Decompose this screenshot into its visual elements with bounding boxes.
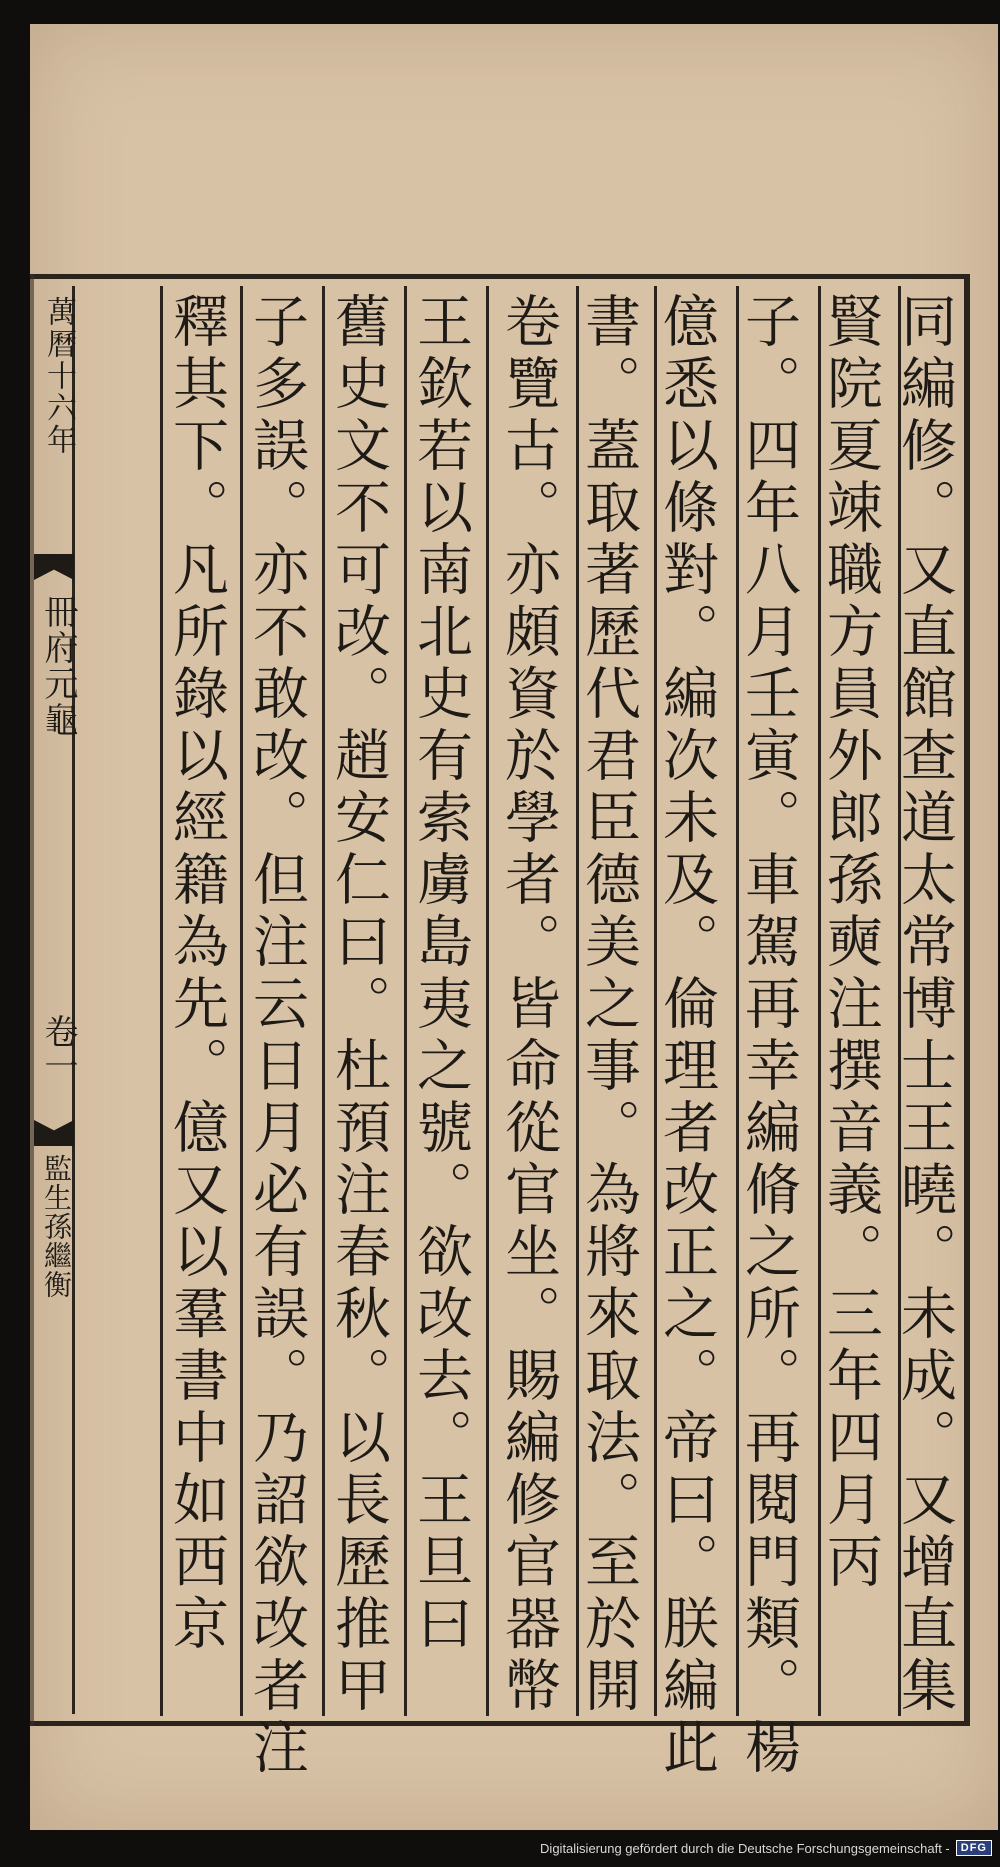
text-column-10: 釋其下。凡所錄以經籍為先。億又以羣書中如西京 — [164, 292, 229, 1656]
text-column-7: 王欽若以南北史有索虜島夷之號。欲改去。王旦曰 — [408, 292, 473, 1656]
dfg-logo: DFG — [956, 1840, 992, 1856]
text-column-3: 子。四年八月壬寅。車駕再幸編脩之所。再閱門類。楊 — [736, 292, 801, 1780]
fold-margin-column — [38, 286, 75, 1714]
footer-credit-text: Digitalisierung gefördert durch die Deutsche Forschungsgemeinschaft - — [540, 1840, 950, 1856]
text-column-4: 億悉以條對。編次未及。倫理者改正之。帝曰。朕編此 — [654, 292, 719, 1780]
digitization-footer — [540, 1835, 992, 1861]
text-column-1: 同編修。又直館查道太常博士王曉。未成。又增直集 — [892, 292, 957, 1718]
book-page — [30, 24, 998, 1830]
margin-title-text: 冊府元龜 — [38, 594, 78, 738]
text-column-9: 子多誤。亦不敢改。但注云日月必有誤。乃詔欲改者注 — [244, 292, 309, 1780]
margin-printer-name: 監生孫繼衡 — [40, 1154, 73, 1299]
text-column-8: 舊史文不可改。趙安仁曰。杜預注春秋。以長歷推甲 — [326, 292, 391, 1718]
margin-volume-text: 卷一 — [38, 1014, 78, 1082]
frame-left-edge — [30, 274, 34, 1726]
text-column-5: 書。蓋取著歷代君臣德美之事。為將來取法。至於開 — [576, 292, 641, 1718]
text-column-2: 賢院夏竦職方員外郎孫奭注撰音義。三年四月丙 — [818, 292, 883, 1594]
margin-top-text: 萬曆十六年 — [41, 296, 76, 456]
text-column-6: 卷覽古。亦頗資於學者。皆命從官坐。賜編修官器幣 — [496, 292, 561, 1718]
